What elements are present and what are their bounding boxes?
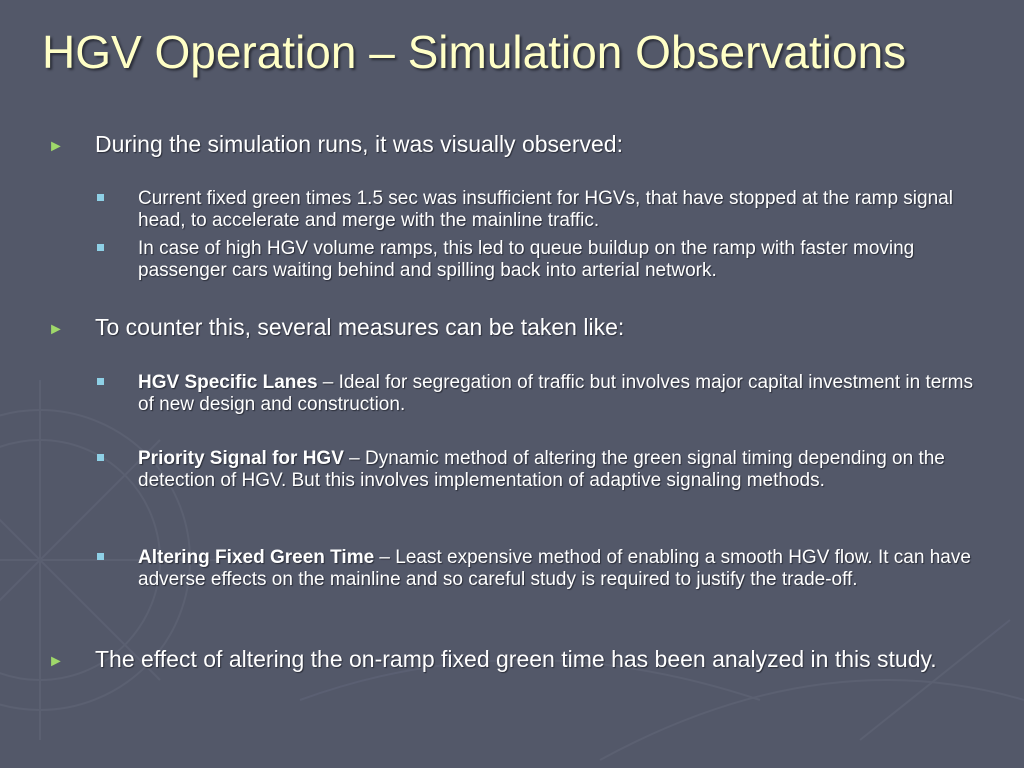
square-icon: [97, 553, 104, 560]
bullet-text: The effect of altering the on-ramp fixed green time has been analyzed in this study.: [95, 646, 937, 672]
square-icon: [97, 454, 104, 461]
sub-bullet-text: [138, 547, 988, 591]
triangle-right-icon: ►: [48, 321, 64, 338]
sub-bullet-text: [138, 448, 988, 492]
sub-bullet-heading: Altering Fixed Green Time: [138, 547, 375, 568]
sub-bullet-body: – Ideal for segregation of traffic but involves major capital investment in terms of new design and construction.: [138, 372, 973, 415]
square-icon: [97, 194, 104, 201]
sub-bullet-heading: Priority Signal for HGV: [138, 448, 344, 469]
sub-bullet-heading: HGV Specific Lanes: [138, 372, 318, 393]
slide-title: HGV Operation – Simulation Observations: [42, 26, 907, 78]
triangle-right-icon: ►: [48, 138, 64, 155]
square-icon: [97, 244, 104, 251]
sub-bullet-text: [138, 372, 988, 416]
sub-bullet-text: In case of high HGV volume ramps, this led to queue buildup on the ramp with faster moving passenger cars waiting behind and spilling back into arterial network.: [138, 238, 915, 281]
sub-bullet-body: – Dynamic method of altering the green signal timing depending on the detection of HGV. But this involves implementation of adaptive signaling methods.: [138, 448, 945, 491]
square-icon: [97, 378, 104, 385]
sub-bullet-text: Current fixed green times 1.5 sec was insufficient for HGVs, that have stopped at the ramp signal head, to accelerate and merge with the mainline traffic.: [138, 188, 953, 231]
bullet-text: To counter this, several measures can be taken like:: [95, 314, 625, 340]
sub-bullet-body: – Least expensive method of enabling a smooth HGV flow. It can have adverse effects on the mainline and so careful study is required to justify the trade-off.: [138, 547, 971, 590]
bullet-text: During the simulation runs, it was visually observed:: [95, 131, 623, 157]
triangle-right-icon: ►: [48, 653, 64, 670]
